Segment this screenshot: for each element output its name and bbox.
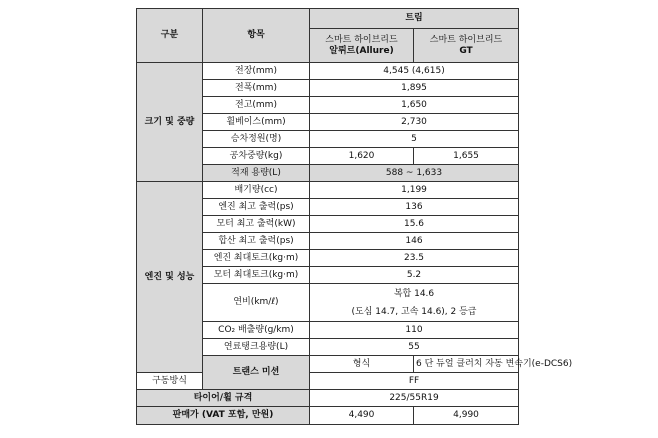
value-height: 1,650 (310, 97, 519, 114)
item-height: 전고(mm) (203, 97, 310, 114)
value-motor-torque: 5.2 (310, 267, 519, 284)
value-tire: 225/55R19 (310, 390, 519, 407)
value-displacement: 1,199 (310, 182, 519, 199)
trim-allure-name: 스마트 하이브리드 (325, 34, 398, 45)
value-seats: 5 (310, 131, 519, 148)
item-wheelbase: 휠베이스(mm) (203, 114, 310, 131)
value-fuel-tank: 55 (310, 339, 519, 356)
value-curb-weight-gt: 1,655 (414, 148, 519, 165)
item-co2: CO₂ 배출량(g/km) (203, 322, 310, 339)
value-curb-weight-allure: 1,620 (310, 148, 414, 165)
item-fuel-economy: 연비(km/ℓ) (203, 284, 310, 322)
value-wheelbase: 2,730 (310, 114, 519, 131)
group-transmission: 트랜스 미션 (203, 356, 310, 390)
value-cargo: 588 ~ 1,633 (310, 165, 519, 182)
item-drive: 구동방식 (137, 373, 203, 390)
value-engine-torque: 23.5 (310, 250, 519, 267)
item-engine-torque: 엔진 최대토크(kg·m) (203, 250, 310, 267)
value-fuel-economy (310, 284, 519, 322)
item-curb-weight: 공차중량(kg) (203, 148, 310, 165)
header-trim-allure (310, 29, 414, 63)
fuel-economy-combined: 복합 14.6 (393, 288, 435, 299)
value-price-allure: 4,490 (310, 407, 414, 425)
item-combined-power: 합산 최고 출력(ps) (203, 233, 310, 250)
value-width: 1,895 (310, 80, 519, 97)
item-motor-torque: 모터 최대토크(kg·m) (203, 267, 310, 284)
value-drive: FF (310, 373, 519, 390)
header-trim: 트림 (310, 9, 519, 29)
item-cargo: 적재 용량(L) (203, 165, 310, 182)
item-price: 판매가 (VAT 포함, 만원) (137, 407, 310, 425)
spec-table (136, 8, 573, 425)
fuel-economy-detail: (도심 14.7, 고속 14.6), 2 등급 (351, 306, 477, 317)
header-category: 구분 (137, 9, 203, 63)
value-engine-power: 136 (310, 199, 519, 216)
value-price-gt: 4,990 (414, 407, 519, 425)
item-displacement: 배기량(cc) (203, 182, 310, 199)
header-item: 항목 (203, 9, 310, 63)
value-motor-power: 15.6 (310, 216, 519, 233)
item-seats: 승차정원(명) (203, 131, 310, 148)
item-length: 전장(mm) (203, 63, 310, 80)
value-length: 4,545 (4,615) (310, 63, 519, 80)
item-gearbox: 형식 (310, 356, 414, 373)
item-engine-power: 엔진 최고 출력(ps) (203, 199, 310, 216)
value-gearbox: 6 단 듀얼 클러치 자동 변속기(e-DCS6) (414, 356, 519, 373)
header-trim-gt (414, 29, 519, 63)
item-motor-power: 모터 최고 출력(kW) (203, 216, 310, 233)
value-combined-power: 146 (310, 233, 519, 250)
item-fuel-tank: 연료탱크용량(L) (203, 339, 310, 356)
trim-gt-name: 스마트 하이브리드 (429, 34, 503, 45)
item-width: 전폭(mm) (203, 80, 310, 97)
item-tire: 타이어/휠 규격 (137, 390, 310, 407)
trim-gt-sub: GT (459, 45, 473, 56)
trim-allure-sub: 알뤼르(Allure) (329, 45, 394, 56)
group-engine: 엔진 및 성능 (137, 182, 203, 373)
group-size: 크기 및 중량 (137, 63, 203, 182)
value-co2: 110 (310, 322, 519, 339)
